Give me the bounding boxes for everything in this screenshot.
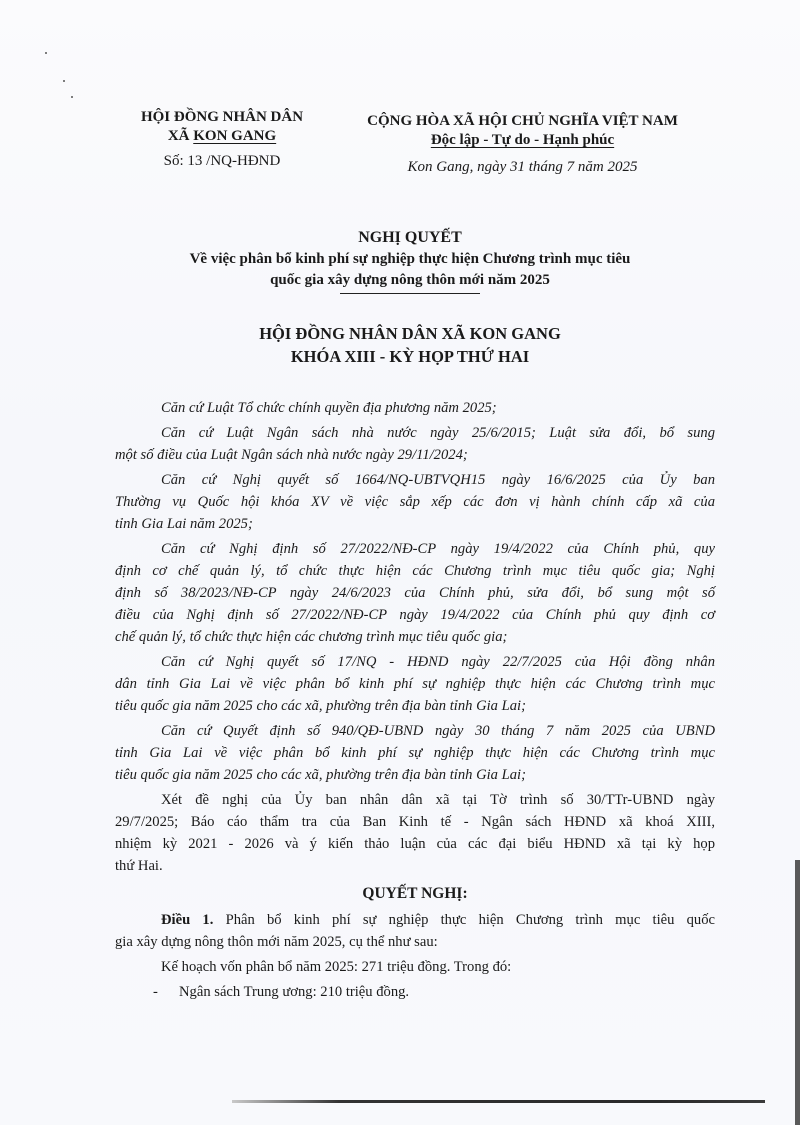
article-label: Điều 1. [161,912,214,928]
text-line: tiêu quốc gia năm 2025 cho các xã, phường trên địa bàn tỉnh Gia Lai; [115,698,526,714]
consideration-paragraph [115,789,715,877]
national-header [335,112,710,177]
council-session: KHÓA XIII - KỲ HỌP THỨ HAI [290,347,530,366]
document-subject-line1: Về việc phân bổ kinh phí sự nghiệp thực hiện Chương trình mục tiêu [189,251,631,267]
text-line [115,909,715,931]
issuer-commune-name: KON GANG [193,128,277,144]
scan-artifact-line [232,1100,765,1103]
country-name: CỘNG HÒA XÃ HỘI CHỦ NGHĨA VIỆT NAM [367,113,678,129]
article-1 [115,909,715,953]
bullet-dash: - [153,984,158,1000]
legal-basis-paragraph [115,720,715,786]
text-line: Kế hoạch vốn phân bổ năm 2025: 271 triệu đồng. Trong đó: [161,959,512,975]
article-text: Phân bổ kinh phí sự nghiệp thực hiện Chương trình mục tiêu quốc [213,912,716,928]
document-number: Số: 13 /NQ-HĐND [163,153,281,169]
document-subject-line2: quốc gia xây dựng nông thôn mới năm 2025 [270,272,550,288]
document-title-block [100,227,720,294]
issuer-block [112,108,332,171]
text-line: Căn cứ Nghị quyết số 17/NQ - HĐND ngày 22/7/2025 của Hội đồng nhân [161,654,715,670]
text-line: Căn cứ Luật Tổ chức chính quyền địa phương năm 2025; [161,400,497,416]
issuer-name: HỘI ĐỒNG NHÂN DÂN [140,109,304,125]
legal-basis-paragraph [115,651,715,717]
text-line: Xét đề nghị của Ủy ban nhân dân xã tại Tờ trình số 30/TTr-UBND ngày [161,792,715,808]
scan-speck [63,80,65,82]
text-line: một số điều của Luật Ngân sách nhà nước ngày 29/11/2024; [115,447,468,463]
council-heading [100,322,720,368]
text-line: Căn cứ Nghị định số 27/2022/NĐ-CP ngày 19/4/2022 của Chính phủ, quy [161,541,715,557]
legal-basis-paragraph [115,422,715,466]
issuer-commune-prefix: XÃ [167,128,194,144]
text-line: chế quản lý, tổ chức thực hiện các chương trình mục tiêu quốc gia; [115,629,508,645]
text-line: Thường vụ Quốc hội khóa XV về việc sắp xếp các đơn vị hành chính cấp xã của [115,494,715,510]
legal-basis-paragraph [115,397,715,419]
scan-speck [71,96,73,98]
council-name: HỘI ĐỒNG NHÂN DÂN XÃ KON GANG [259,324,561,343]
document-type: NGHỊ QUYẾT [358,229,462,246]
bullet-text: Ngân sách Trung ương: 210 triệu đồng. [179,984,410,1000]
text-line: tiêu quốc gia năm 2025 cho các xã, phường trên địa bàn tỉnh Gia Lai; [115,767,526,783]
text-line: tỉnh Gia Lai về việc phân bổ kinh phí sự nghiệp thực hiện các Chương trình mục [115,745,715,761]
legal-basis-paragraph [115,538,715,648]
text-line: gia xây dựng nông thôn mới năm 2025, cụ thể như sau: [115,934,438,950]
document-body [115,397,715,1003]
text-line: Căn cứ Luật Ngân sách nhà nước ngày 25/6/2015; Luật sửa đổi, bổ sung [161,425,715,441]
text-line: 29/7/2025; Báo cáo thẩm tra của Ban Kinh tế - Ngân sách HĐND xã khoá XIII, [115,814,715,830]
scan-edge-shadow [795,860,800,1125]
title-underline [340,293,480,294]
text-line: tỉnh Gia Lai năm 2025; [115,516,253,532]
text-line: Căn cứ Quyết định số 940/QĐ-UBND ngày 30 tháng 7 năm 2025 của UBND [161,723,715,739]
text-line: Căn cứ Nghị quyết số 1664/NQ-UBTVQH15 ngày 16/6/2025 của Ủy ban [161,472,715,488]
text-line: định cơ chế quản lý, tổ chức thực hiện các Chương trình mục tiêu quốc gia; Nghị [115,563,715,579]
issuer-commune [112,127,332,146]
preamble [115,397,715,786]
allocation-plan [115,956,715,978]
decision-heading: QUYẾT NGHỊ: [362,885,468,902]
national-motto: Độc lập - Tự do - Hạnh phúc [430,132,615,148]
legal-basis-paragraph [115,469,715,535]
text-line: định số 38/2023/NĐ-CP ngày 24/6/2023 của Chính phủ, sửa đổi, bổ sung một số [115,585,715,601]
text-line: thứ Hai. [115,858,163,874]
scan-speck [45,52,47,54]
text-line: dân tỉnh Gia Lai về việc phân bổ kinh phí sự nghiệp thực hiện các Chương trình mục [115,676,715,692]
place-date: Kon Gang, ngày 31 tháng 7 năm 2025 [407,159,638,175]
bullet-item [115,981,715,1003]
text-line: nhiệm kỳ 2021 - 2026 và ý kiến thảo luận của các đại biểu HĐND xã tại kỳ họp [115,836,715,852]
text-line: điều của Nghị định số 27/2022/NĐ-CP ngày 19/4/2022 của Chính phủ quy định cơ [115,607,715,623]
